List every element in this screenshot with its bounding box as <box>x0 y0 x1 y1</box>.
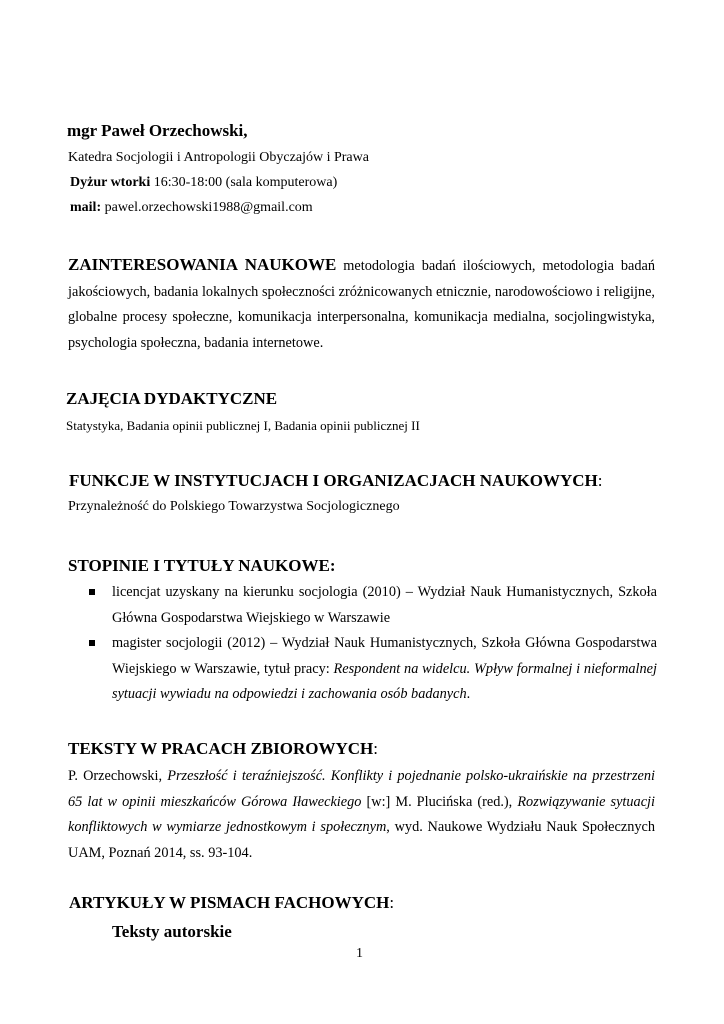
bullet-square-icon <box>89 589 95 595</box>
duty-label: Dyżur wtorki <box>70 175 151 190</box>
duty-value: 16:30-18:00 (sala komputerowa) <box>150 175 338 190</box>
collective-title: Przeszłość i teraźniejszość. Konflikty i pojednanie polsko-ukraińskie na przestrzeni 65 lat w opinii mieszkańców Górowa Iławeckiego <box>68 768 656 810</box>
collective-heading: TEKSTY W PRACACH ZBIOROWYCH <box>68 739 374 758</box>
mail-label: mail: <box>70 200 102 215</box>
degrees-list <box>89 580 657 708</box>
articles-colon: : <box>389 893 395 912</box>
interests-heading: ZAINTERESOWANIA NAUKOWE <box>68 255 337 274</box>
articles-subheading: Teksty autorskie <box>112 922 232 941</box>
duty-hours <box>70 175 337 191</box>
degrees-heading: STOPINIE I TYTUŁY NAUKOWE: <box>68 556 336 575</box>
degree-item-master <box>89 631 657 708</box>
thesis-title: Respondent na widelcu. Wpływ formalnej i nieformalnej sytuacji wywiadu na odpowiedzi i zachowania osób badanych <box>112 660 657 702</box>
degree-item-end: . <box>466 686 471 702</box>
collective-colon: : <box>373 739 378 758</box>
contact-email <box>70 200 313 216</box>
collective-heading-line <box>68 739 378 759</box>
bullet-square-icon <box>89 640 95 646</box>
interests-text: metodologia badań ilościowych, metodologia badań jakościowych, badania lokalnych społeczności zróżnicowanych etnicznie, narodowościowo i religijne, globalne procesy społeczne, komunikacja interpersonalna, komunikacja medialna, socjolingwistyka, psychologia społeczna, badania internetowe. <box>68 258 655 352</box>
department: Katedra Socjologii i Antropologii Obyczajów i Prawa <box>68 150 369 165</box>
functions-text: Przynależność do Polskiego Towarzystwa Socjologicznego <box>68 499 400 514</box>
degree-item-text: licencjat uzyskany na kierunku socjologia (2010) – Wydział Nauk Humanistycznych, Szkoła Główna Gospodarstwa Wiejskiego w Warszawie <box>112 584 657 626</box>
collective-editor: [w:] M. Plucińska (red.), <box>361 793 518 810</box>
degree-item-bachelor <box>89 580 657 631</box>
degree-item-text: magister socjologii (2012) – Wydział Nauk Humanistycznych, Szkoła Główna Gospodarstwa Wiejskiego w Warszawie, tytuł pracy: <box>112 635 657 677</box>
functions-heading: FUNKCJE W INSTYTUCJACH I ORGANIZACJACH NAUKOWYCH <box>69 471 598 490</box>
articles-heading-line <box>69 893 394 913</box>
collective-book-title: Rozwiązywanie sytuacji konfliktowych w wymiarze jednostkowym i społecznym <box>68 793 655 836</box>
functions-heading-line <box>69 471 603 491</box>
articles-heading: ARTYKUŁY W PISMACH FACHOWYCH <box>69 893 390 912</box>
mail-value[interactable]: pawel.orzechowski1988@gmail.com <box>101 200 313 215</box>
teaching-heading: ZAJĘCIA DYDAKTYCZNE <box>66 389 278 408</box>
interests-section <box>68 252 655 357</box>
collective-publisher: , wyd. Naukowe Wydziału Nauk Społecznych UAM, Poznań 2014, ss. 93-104. <box>68 819 655 862</box>
author-name: mgr Paweł Orzechowski, <box>67 121 248 140</box>
functions-colon: : <box>597 471 603 490</box>
collective-author: P. Orzechowski, <box>68 768 168 784</box>
collective-entry <box>68 764 655 867</box>
page-number: 1 <box>356 946 363 961</box>
teaching-text: Statystyka, Badania opinii publicznej I, Badania opinii publicznej II <box>66 418 420 433</box>
